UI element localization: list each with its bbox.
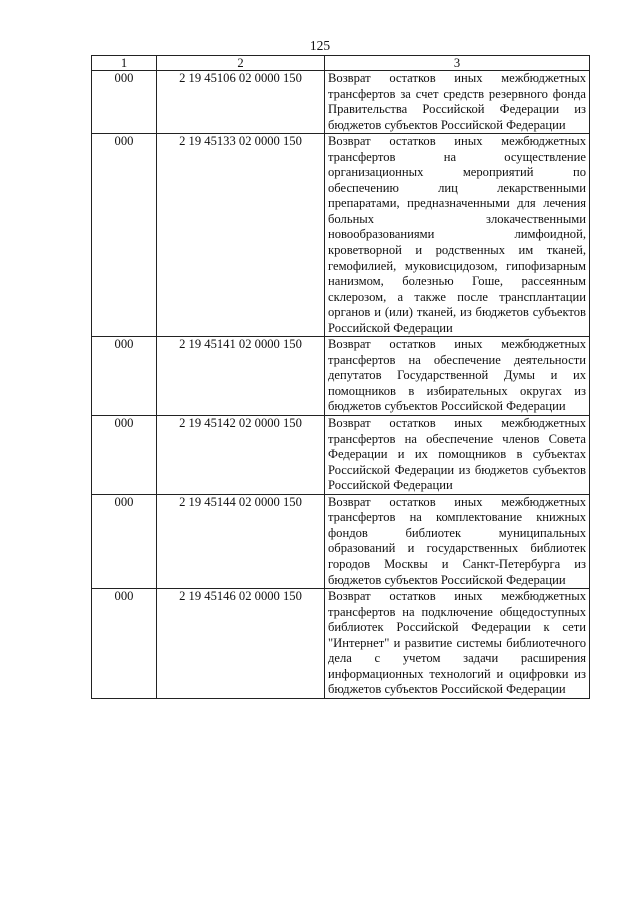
table-row bbox=[92, 337, 590, 416]
budget-code-table bbox=[91, 55, 590, 699]
admin-code-cell: 000 bbox=[92, 589, 157, 699]
budget-code-cell: 2 19 45141 02 0000 150 bbox=[157, 337, 325, 416]
income-name-cell: Возврат остатков иных межбюджетных трансфертов на комплектование книжных фондов библиотек муниципальных образований и государственных библиотек городов Москвы и Санкт-Петербурга из бюджетов субъектов Российской Федерации bbox=[325, 494, 590, 588]
income-name-cell: Возврат остатков иных межбюджетных трансфертов на осуществление организационных мероприятий по обеспечению лиц лекарственными препаратами, предназначенными для лечения больных злокачественными новообразованиями лимфоидной, кроветворной и родственных им тканей, гемофилией, муковисцидозом, гипофизарным нанизмом, болезнью Гоше, рассеянным склерозом, а также после трансплантации органов и (или) тканей, из бюджетов субъектов Российской Федерации bbox=[325, 134, 590, 337]
budget-code-cell: 2 19 45106 02 0000 150 bbox=[157, 71, 325, 134]
income-name-cell: Возврат остатков иных межбюджетных трансфертов на подключение общедоступных библиотек Российской Федерации к сети "Интернет" и развитие системы библиотечного дела с учетом задачи расширения информационных технологий и оцифровки из бюджетов субъектов Российской Федерации bbox=[325, 589, 590, 699]
budget-code-cell: 2 19 45142 02 0000 150 bbox=[157, 416, 325, 495]
admin-code-cell: 000 bbox=[92, 494, 157, 588]
column-number-2: 2 bbox=[157, 56, 325, 71]
admin-code-cell: 000 bbox=[92, 134, 157, 337]
budget-code-cell: 2 19 45144 02 0000 150 bbox=[157, 494, 325, 588]
table-row bbox=[92, 494, 590, 588]
table-row bbox=[92, 416, 590, 495]
budget-code-cell: 2 19 45146 02 0000 150 bbox=[157, 589, 325, 699]
income-name-cell: Возврат остатков иных межбюджетных трансфертов на обеспечение членов Совета Федерации и их помощников в субъектах Российской Федерации из бюджетов субъектов Российской Федерации bbox=[325, 416, 590, 495]
budget-code-cell: 2 19 45133 02 0000 150 bbox=[157, 134, 325, 337]
page-number: 125 bbox=[309, 38, 331, 53]
table-row bbox=[92, 71, 590, 134]
admin-code-cell: 000 bbox=[92, 337, 157, 416]
table-row bbox=[92, 589, 590, 699]
admin-code-cell: 000 bbox=[92, 71, 157, 134]
column-number-1: 1 bbox=[92, 56, 157, 71]
income-name-cell: Возврат остатков иных межбюджетных трансфертов за счет средств резервного фонда Правительства Российской Федерации из бюджетов субъектов Российской Федерации bbox=[325, 71, 590, 134]
column-number-3: 3 bbox=[325, 56, 590, 71]
admin-code-cell: 000 bbox=[92, 416, 157, 495]
income-name-cell: Возврат остатков иных межбюджетных трансфертов на обеспечение деятельности депутатов Государственной Думы и их помощников в избирательных округах из бюджетов субъектов Российской Федерации bbox=[325, 337, 590, 416]
table-row bbox=[92, 134, 590, 337]
table-header-row bbox=[92, 56, 590, 71]
